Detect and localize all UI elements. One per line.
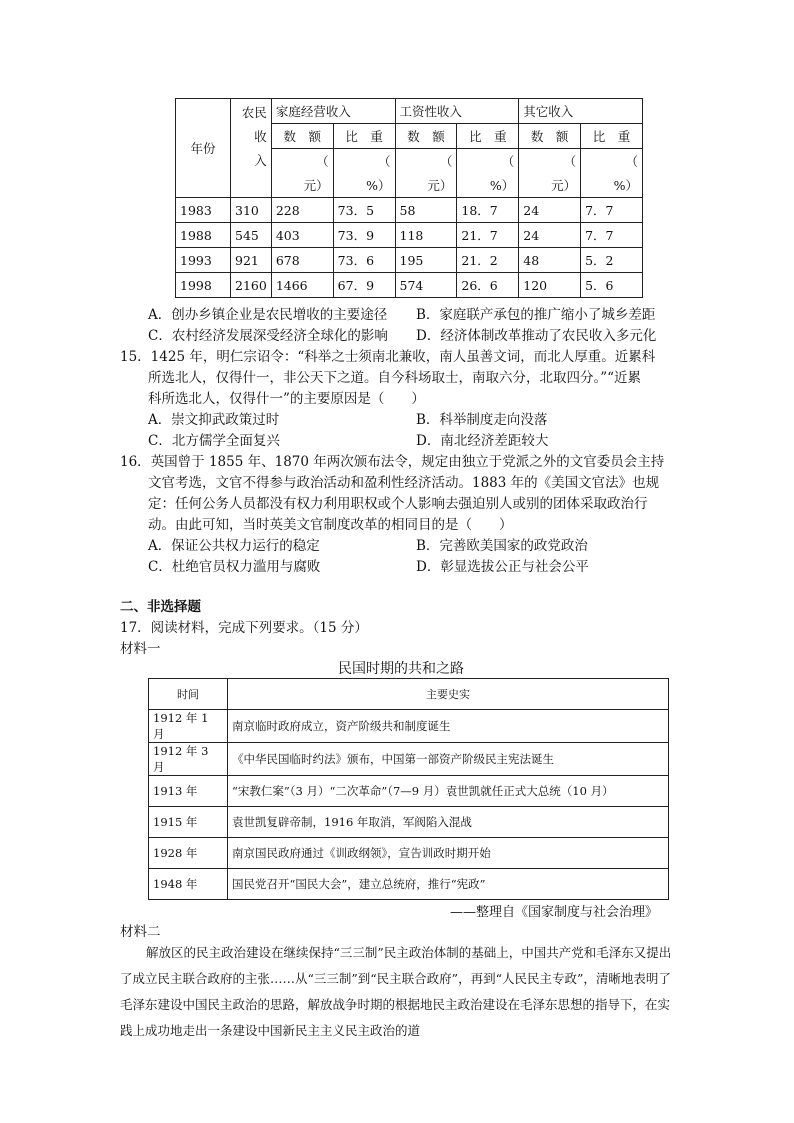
q16-stem-line2: 文官考选，文官不得参与政治活动和盈利性经济活动。1883 年的《美国文官法》也规 xyxy=(148,475,660,491)
material1-label: 材料一 xyxy=(120,641,161,657)
unit-yuan: 元） xyxy=(519,173,581,198)
cell-time: 1913 年 xyxy=(149,776,228,807)
table-row xyxy=(149,869,669,900)
cell-income: 921 xyxy=(231,248,272,273)
q15-stem-line1: 15．1425 年，明仁宗诏令：“科举之士须南北兼收，南人虽善文词，而北人厚重。近累科 xyxy=(120,349,656,365)
cell-year: 1983 xyxy=(176,198,231,223)
paren: （ xyxy=(581,149,643,174)
col-event-header: 主要史实 xyxy=(228,679,669,710)
republic-table xyxy=(148,678,669,900)
table-row xyxy=(176,248,643,273)
cell-wage-amt: 195 xyxy=(395,248,457,273)
q15-option-a[interactable]: A．崇文抑武政策过时 xyxy=(148,412,280,428)
q15-option-d[interactable]: D．南北经济差距较大 xyxy=(416,433,549,449)
cell-family-pct: 73．5 xyxy=(333,198,395,223)
section-heading: 二、非选择题 xyxy=(120,599,201,615)
paren: （ xyxy=(271,149,333,174)
q14-option-row-2 xyxy=(148,326,656,346)
unit-pct: %） xyxy=(333,173,395,198)
ratio-label: 比 重 xyxy=(581,124,643,149)
cell-wage-pct: 21．7 xyxy=(457,223,519,248)
table-row xyxy=(176,198,643,223)
cell-wage-pct: 18．7 xyxy=(457,198,519,223)
income-table xyxy=(175,98,643,298)
table-row xyxy=(176,273,643,298)
cell-income: 310 xyxy=(231,198,272,223)
cell-event: 南京临时政府成立，资产阶级共和制度诞生 xyxy=(228,710,669,743)
cell-wage-amt: 58 xyxy=(395,198,457,223)
q14-option-c[interactable]: C．农村经济发展深受经济全球化的影响 xyxy=(148,328,388,344)
cell-time: 1912 年 3 月 xyxy=(149,743,228,776)
cell-other-amt: 48 xyxy=(519,248,581,273)
cell-family-amt: 403 xyxy=(271,223,333,248)
table-row xyxy=(149,710,669,743)
q14-option-d[interactable]: D．经济体制改革推动了农民收入多元化 xyxy=(416,328,657,344)
material2-label: 材料二 xyxy=(120,924,161,940)
material2-paragraph: 解放区的民主政治建设在继续保持“三三制”民主政治体制的基础上，中国共产党和毛泽东又提出了成立民主联合政府的主张……从“三三制”到“民主联合政府”，再到“人民民主专政”，清晰地表明了毛泽东建设中国民主政治的思路，解放战争时期的根据地民主政治建设在毛泽东思想的指导下，在实践上成功地走出一条建设中国新民主主义民主政治的道 xyxy=(120,945,672,1038)
cell-wage-pct: 26．6 xyxy=(457,273,519,298)
cell-year: 1988 xyxy=(176,223,231,248)
ratio-label: 比 重 xyxy=(333,124,395,149)
q14-option-b[interactable]: B．家庭联产承包的推广缩小了城乡差距 xyxy=(416,307,656,323)
amount-label: 数 额 xyxy=(271,124,333,149)
col-family-header: 家庭经营收入 xyxy=(271,99,395,124)
cell-event: 南京国民政府通过《训政纲领》，宣告训政时期开始 xyxy=(228,838,669,869)
cell-family-amt: 1466 xyxy=(271,273,333,298)
unit-yuan: 元） xyxy=(395,173,457,198)
unit-yuan: 元） xyxy=(271,173,333,198)
q15-option-c[interactable]: C．北方儒学全面复兴 xyxy=(148,433,280,449)
q16-option-row-2 xyxy=(148,557,589,577)
cell-other-amt: 120 xyxy=(519,273,581,298)
table-row xyxy=(149,776,669,807)
cell-family-pct: 67．9 xyxy=(333,273,395,298)
q16-option-b[interactable]: B．完善欧美国家的政党政治 xyxy=(416,538,588,554)
table-row xyxy=(176,223,643,248)
q16-option-c[interactable]: C．杜绝官员权力滥用与腐败 xyxy=(148,559,321,575)
cell-other-pct: 5．6 xyxy=(581,273,643,298)
table-row xyxy=(149,743,669,776)
q15-option-b[interactable]: B．科举制度走向没落 xyxy=(416,412,548,428)
amount-label: 数 额 xyxy=(519,124,581,149)
source-citation: ——整理自《国家制度与社会治理》 xyxy=(450,905,659,920)
amount-label: 数 额 xyxy=(395,124,457,149)
cell-family-amt: 678 xyxy=(271,248,333,273)
q15-option-row-2 xyxy=(148,431,548,451)
cell-income: 2160 xyxy=(231,273,272,298)
cell-time: 1912 年 1 月 xyxy=(149,710,228,743)
cell-year: 1993 xyxy=(176,248,231,273)
q17-stem: 17．阅读材料，完成下列要求。（15 分） xyxy=(120,620,368,636)
q16-stem-line1: 16．英国曾于 1855 年、1870 年两次颁布法令，规定由独立于党派之外的文官委员会主持 xyxy=(120,454,665,470)
cell-other-pct: 7．7 xyxy=(581,198,643,223)
q15-option-row-1 xyxy=(148,410,547,430)
q14-option-a[interactable]: A．创办乡镇企业是农民增收的主要途径 xyxy=(148,307,388,323)
unit-pct: %） xyxy=(581,173,643,198)
col-year-header: 年份 xyxy=(176,99,231,198)
cell-income: 545 xyxy=(231,223,272,248)
q16-option-a[interactable]: A．保证公共权力运行的稳定 xyxy=(148,538,320,554)
paren: （ xyxy=(519,149,581,174)
col-other-header: 其它收入 xyxy=(519,99,643,124)
cell-time: 1915 年 xyxy=(149,807,228,838)
cell-event: 国民党召开“国民大会”，建立总统府，推行“宪政” xyxy=(228,869,669,900)
table-row xyxy=(149,838,669,869)
cell-time: 1948 年 xyxy=(149,869,228,900)
cell-family-pct: 73．9 xyxy=(333,223,395,248)
cell-wage-pct: 21．2 xyxy=(457,248,519,273)
cell-event: 《中华民国临时约法》颁布，中国第一部资产阶级民主宪法诞生 xyxy=(228,743,669,776)
cell-family-amt: 228 xyxy=(271,198,333,223)
q15-stem-line3: 科所选北人，仅得什一”的主要原因是（ ） xyxy=(148,391,425,407)
cell-other-amt: 24 xyxy=(519,223,581,248)
paren: （ xyxy=(457,149,519,174)
cell-wage-amt: 574 xyxy=(395,273,457,298)
q14-option-row-1 xyxy=(148,305,655,325)
q16-option-row-1 xyxy=(148,536,588,556)
q16-option-d[interactable]: D．彰显选拔公正与社会公平 xyxy=(416,559,589,575)
col-wage-header: 工资性收入 xyxy=(395,99,519,124)
cell-wage-amt: 118 xyxy=(395,223,457,248)
cell-event: 袁世凯复辟帝制，1916 年取消，军阀陷入混战 xyxy=(228,807,669,838)
col-time-header: 时间 xyxy=(149,679,228,710)
cell-other-pct: 7．7 xyxy=(581,223,643,248)
q16-stem-line3: 定：任何公务人员都没有权力利用职权或个人影响去强迫别人或别的团体采取政治行 xyxy=(148,496,648,512)
cell-other-amt: 24 xyxy=(519,198,581,223)
cell-time: 1928 年 xyxy=(149,838,228,869)
cell-family-pct: 73．6 xyxy=(333,248,395,273)
table-title: 民国时期的共和之路 xyxy=(338,661,464,677)
paren: （ xyxy=(333,149,395,174)
ratio-label: 比 重 xyxy=(457,124,519,149)
paren: （ xyxy=(395,149,457,174)
unit-pct: %） xyxy=(457,173,519,198)
col-income-header: 农民 收 入 xyxy=(231,99,272,198)
cell-year: 1998 xyxy=(176,273,231,298)
q16-stem-line4: 动。由此可知，当时英美文官制度改革的相同目的是（ ） xyxy=(148,517,513,533)
q15-stem-line2: 所选北人，仅得什一，非公天下之道。自今科场取士，南取六分，北取四分。”“近累 xyxy=(148,370,642,386)
cell-event: “宋教仁案”（3 月）“二次革命”（7—9 月）袁世凯就任正式大总统（10 月） xyxy=(228,776,669,807)
cell-other-pct: 5．2 xyxy=(581,248,643,273)
table-row xyxy=(149,807,669,838)
